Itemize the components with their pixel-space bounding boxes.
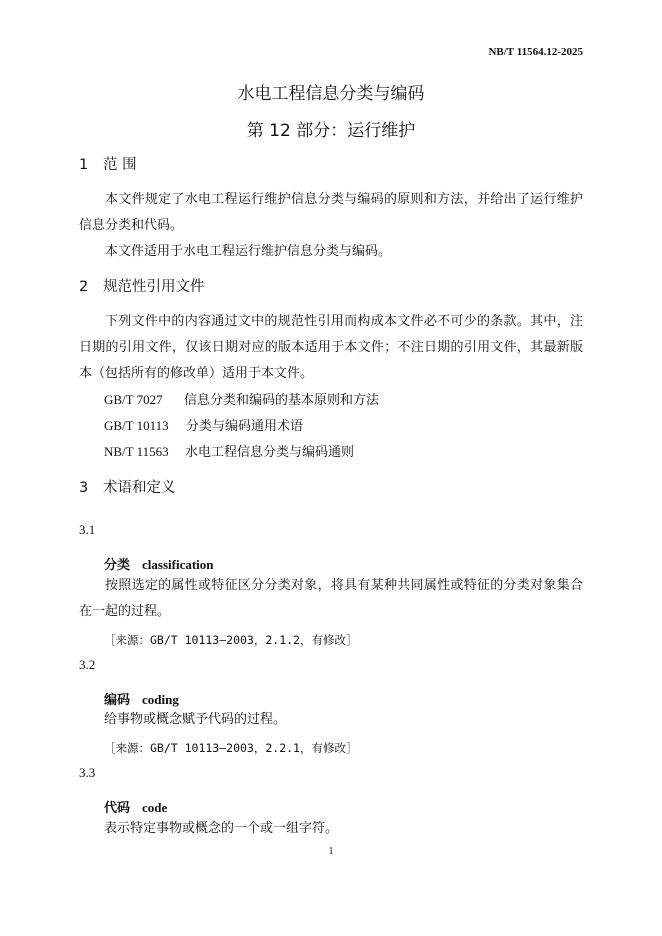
section-title: 规范性引用文件 [103, 279, 205, 295]
term-heading [104, 797, 167, 816]
term-zh: 分类 [104, 558, 131, 573]
reference-item [104, 439, 354, 466]
term-en: code [142, 800, 168, 815]
term-heading [104, 554, 214, 573]
term-number: 3.1 [79, 522, 96, 537]
term-zh: 代码 [104, 801, 131, 816]
section-number: 2 [79, 279, 89, 295]
normative-references-intro: 下列文件中的内容通过文中的规范性引用而构成本文件必不可少的条款。其中，注日期的引用文件，仅该日期对应的版本适用于本文件；不注日期的引用文件，其最新版本（包括所有的修改单）适用于本文件。 [79, 314, 583, 381]
section-number: 3 [79, 480, 89, 496]
reference-code: GB/T 7027 [104, 392, 163, 407]
reference-code: NB/T 11563 [104, 444, 169, 459]
document-part-title: 第 12 部分：运行维护 [246, 121, 416, 141]
section-title: 范 围 [103, 157, 137, 173]
page-number: 1 [328, 846, 334, 857]
term-source: ［来源：GB/T 10113—2003，2.1.2，有修改］ [104, 633, 358, 647]
section-heading-normative-references [79, 275, 205, 296]
reference-title: 分类与编码通用术语 [186, 419, 304, 434]
term-definition: 表示特定事物或概念的一个或一组字符。 [104, 821, 339, 836]
section-number: 1 [79, 157, 89, 173]
reference-title: 信息分类和编码的基本原则和方法 [184, 393, 380, 408]
standard-code: NB/T 11564.12-2025 [488, 46, 583, 58]
reference-title: 水电工程信息分类与编码通则 [185, 445, 355, 460]
term-source: ［来源：GB/T 10113—2003，2.2.1，有修改］ [104, 741, 358, 755]
document-title: 水电工程信息分类与编码 [237, 84, 425, 104]
term-en: coding [142, 692, 179, 707]
term-zh: 编码 [104, 693, 131, 708]
scope-paragraph-1: 本文件规定了水电工程运行维护信息分类与编码的原则和方法，并给出了运行维护信息分类和代码。 [79, 192, 583, 233]
section-heading-terms [79, 476, 176, 497]
reference-code: GB/T 10113 [104, 418, 169, 433]
section-heading-scope [79, 153, 137, 174]
section-title: 术语和定义 [103, 480, 176, 496]
term-definition: 给事物或概念赋予代码的过程。 [104, 712, 287, 727]
reference-item [104, 413, 303, 440]
term-number: 3.2 [79, 657, 96, 672]
term-definition: 按照选定的属性或特征区分分类对象，将具有某种共同属性或特征的分类对象集合在一起的过程。 [79, 578, 583, 619]
reference-item [104, 387, 379, 414]
scope-paragraph-2: 本文件适用于水电工程运行维护信息分类与编码。 [105, 244, 392, 259]
term-number: 3.3 [79, 765, 96, 780]
term-en: classification [142, 557, 214, 572]
term-heading [104, 689, 179, 708]
